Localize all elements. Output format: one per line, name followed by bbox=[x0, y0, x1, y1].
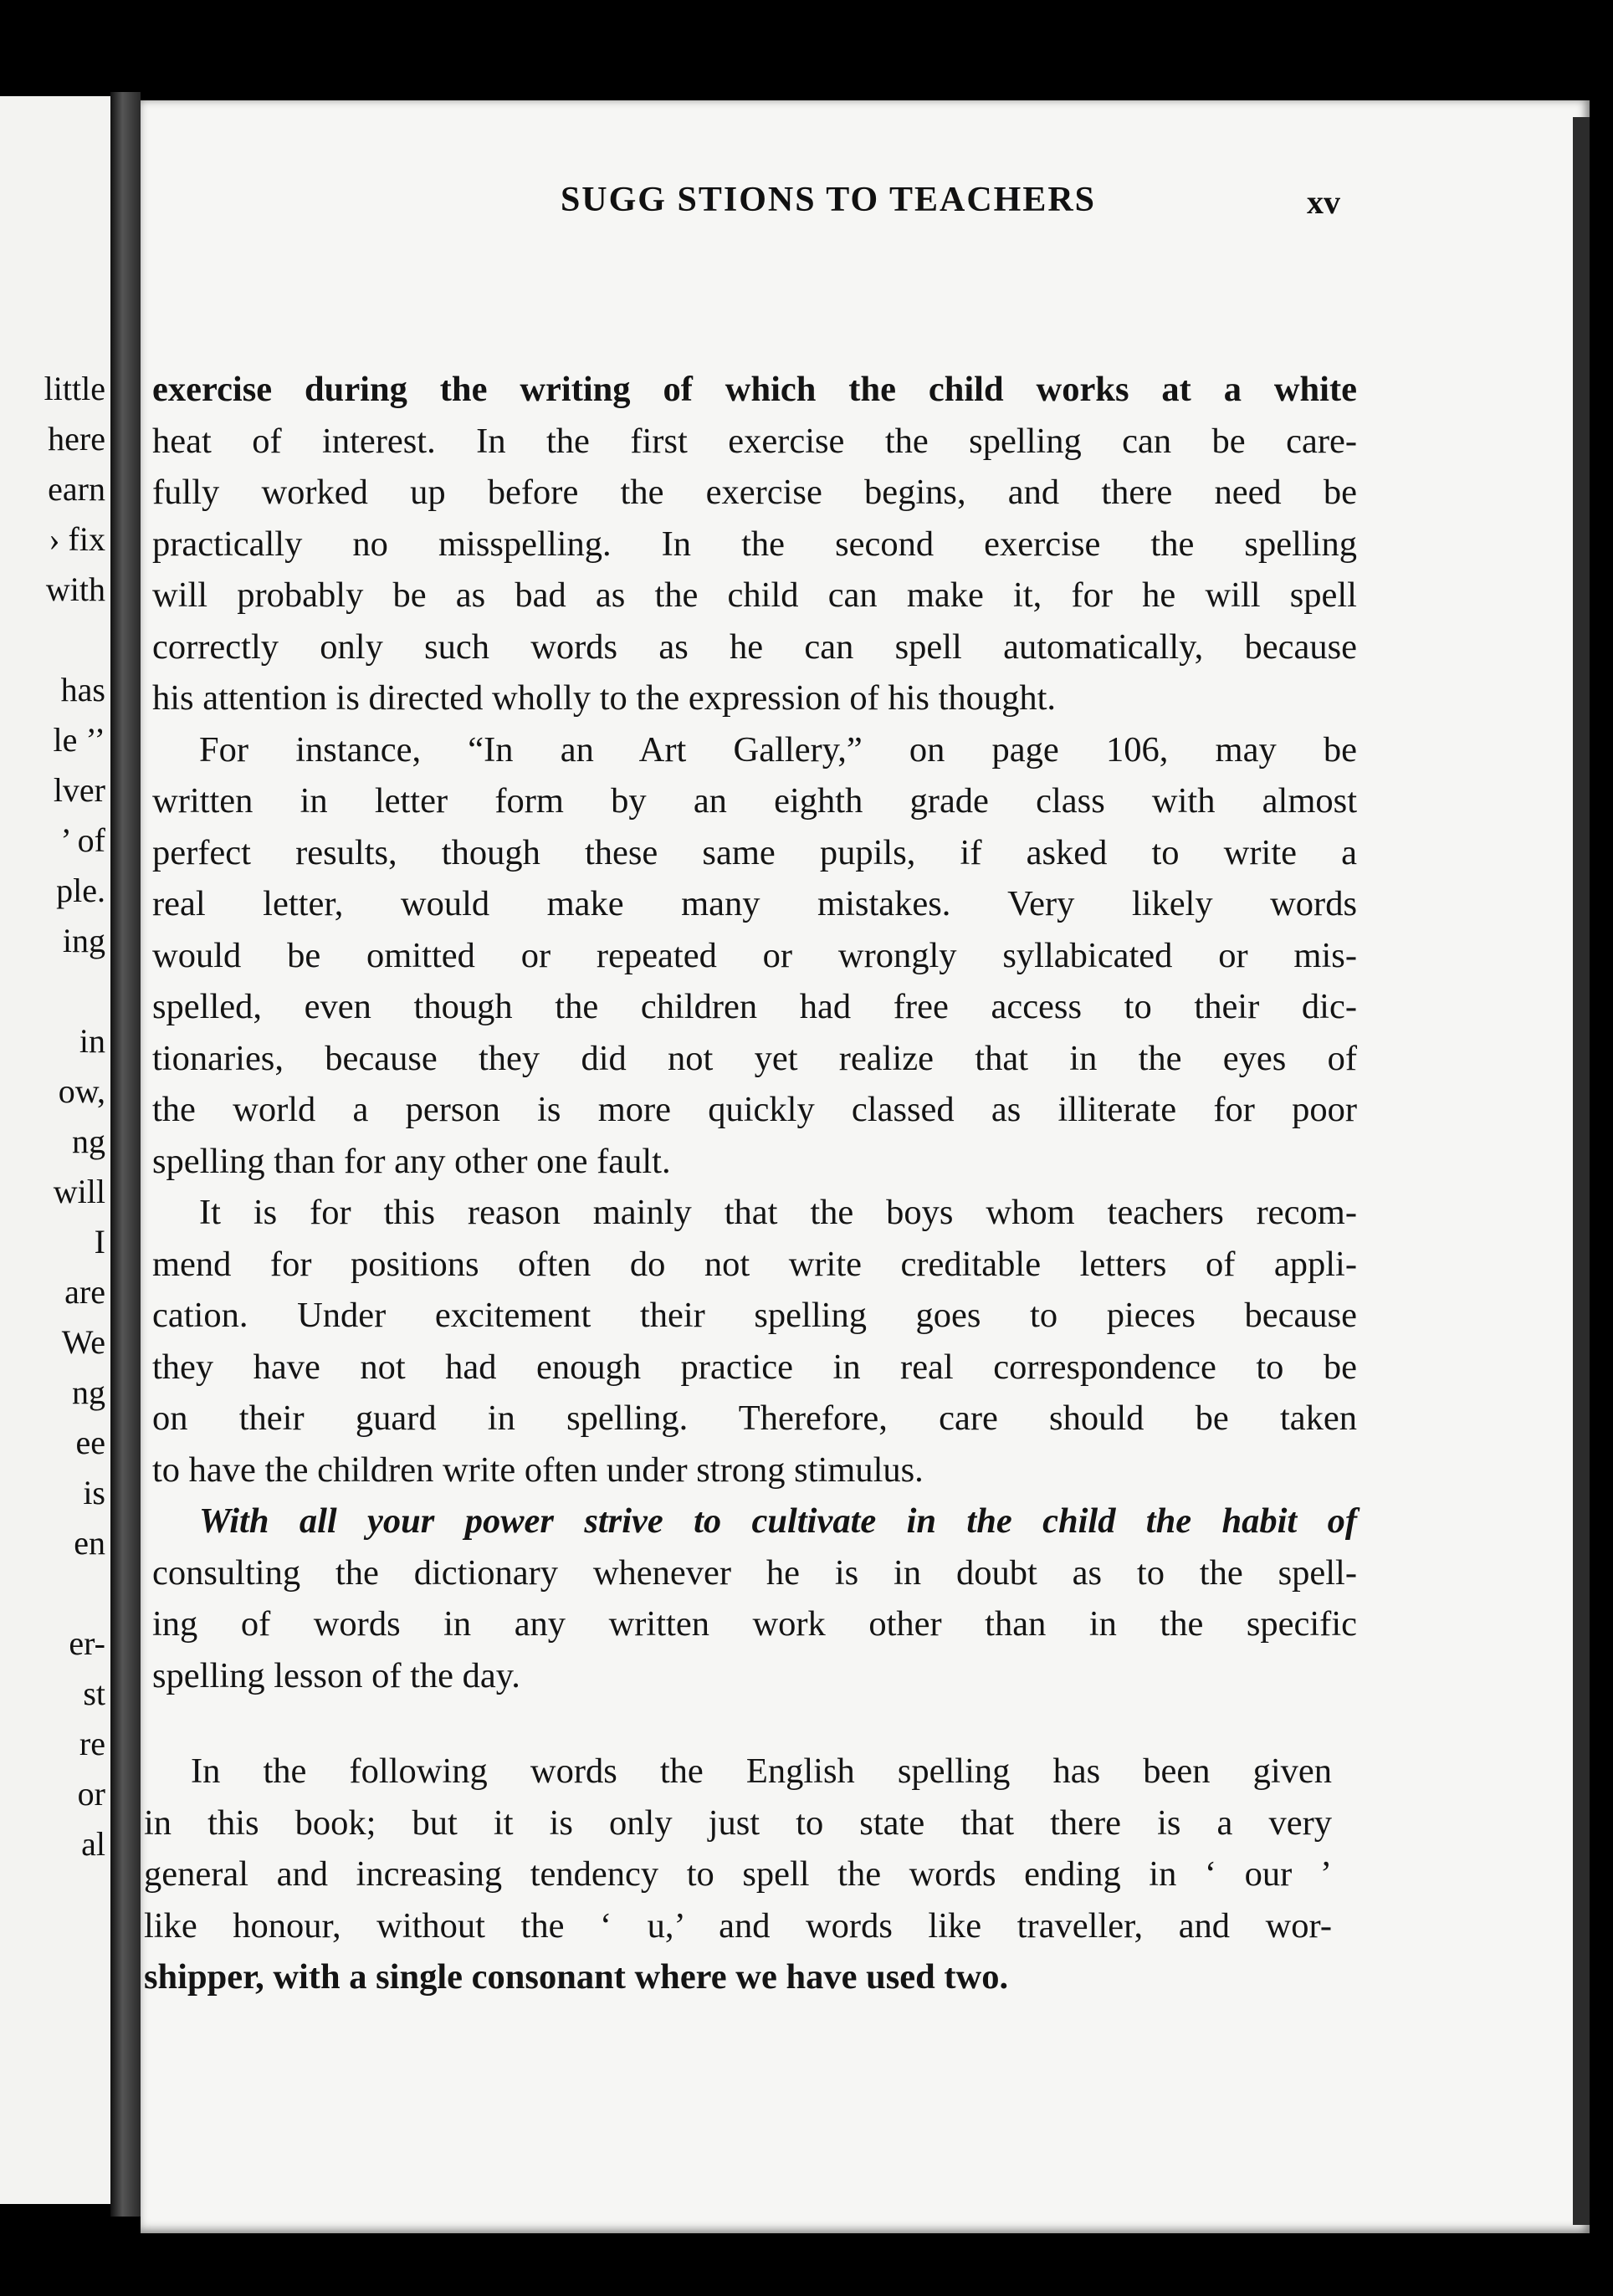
text-line: the world a person is more quickly classed as illiterate for poor bbox=[152, 1090, 1357, 1129]
text-line: cation. Under excitement their spelling goes to pieces because bbox=[152, 1296, 1357, 1335]
text-line: perfect results, though these same pupils, if asked to write a bbox=[152, 832, 1357, 872]
text-line: like honour, without the ‘ u,’ and words like traveller, and wor- bbox=[144, 1905, 1332, 1946]
text-line: will probably be as bad as the child can make it, for he will spell bbox=[152, 575, 1357, 615]
text-line: on their guard in spelling. Therefore, care should be taken bbox=[152, 1399, 1357, 1438]
text-line: mend for positions often do not write creditable letters of appli- bbox=[152, 1244, 1357, 1284]
text-line: spelling than for any other one fault. bbox=[152, 1141, 671, 1181]
facing-page-word: is bbox=[83, 1474, 105, 1511]
text-line: exercise during the writing of which the child works at a white bbox=[152, 370, 1357, 409]
facing-page-word: ’ of bbox=[60, 821, 105, 859]
text-line: In the following words the English spelling has been given bbox=[191, 1751, 1332, 1791]
text-line: ing of words in any written work other than in the specific bbox=[152, 1604, 1357, 1644]
text-line: shipper, with a single consonant where we have used two. bbox=[144, 1957, 1009, 1997]
book-gutter bbox=[110, 92, 141, 2217]
text-line: fully worked up before the exercise begins, and there need be bbox=[152, 473, 1357, 512]
facing-page-word: ple. bbox=[56, 872, 105, 909]
facing-page-word: with bbox=[45, 570, 105, 608]
facing-page-word: ing bbox=[62, 922, 105, 959]
facing-page-word: ng bbox=[72, 1373, 105, 1411]
facing-page-word: little bbox=[44, 370, 105, 407]
text-line-italic: With all your power strive to cultivate in the child the habit of bbox=[199, 1501, 1357, 1541]
text-line: spelled, even though the children had free access to their dic- bbox=[152, 987, 1357, 1026]
main-text-block bbox=[152, 364, 1357, 1701]
facing-page-fragment bbox=[0, 96, 110, 2204]
text-line: to have the children write often under strong stimulus. bbox=[152, 1450, 924, 1490]
text-line: would be omitted or repeated or wrongly syllabicated or mis- bbox=[152, 935, 1357, 975]
text-line: correctly only such words as he can spell automatically, because bbox=[152, 626, 1357, 667]
facing-page-word: st bbox=[83, 1675, 105, 1712]
facing-page-word: en bbox=[74, 1524, 105, 1562]
facing-page-word: or bbox=[77, 1775, 105, 1813]
text-line: consulting the dictionary whenever he is in doubt as to the spell- bbox=[152, 1552, 1357, 1593]
note-text-block bbox=[144, 1746, 1332, 2003]
text-line: heat of interest. In the first exercise the spelling can be care- bbox=[152, 421, 1357, 461]
text-line: his attention is directed wholly to the expression of his thought. bbox=[152, 678, 1057, 718]
text-line: written in letter form by an eighth grade class with almost bbox=[152, 781, 1357, 821]
text-line: It is for this reason mainly that the boys whom teachers recom- bbox=[199, 1193, 1357, 1232]
facing-page-word: le ’’ bbox=[53, 721, 105, 759]
running-head: SUGG STIONS TO TEACHERS bbox=[560, 181, 1097, 219]
facing-page-word: er- bbox=[69, 1624, 105, 1662]
facing-page-word: earn bbox=[48, 470, 105, 508]
facing-page-word: al bbox=[81, 1825, 105, 1863]
facing-page-word: here bbox=[48, 420, 105, 458]
facing-page-word: re bbox=[79, 1725, 105, 1762]
text-line: real letter, would make many mistakes. Very likely words bbox=[152, 884, 1357, 923]
facing-page-word: has bbox=[60, 671, 105, 708]
facing-page-word: We bbox=[61, 1323, 105, 1361]
text-line: in this book; but it is only just to state that there is a very bbox=[144, 1803, 1332, 1843]
facing-page-word: ee bbox=[75, 1424, 105, 1461]
facing-page-word: I bbox=[94, 1223, 105, 1260]
page-number: xv bbox=[1307, 183, 1340, 221]
facing-page-word: are bbox=[64, 1273, 105, 1311]
text-line: tionaries, because they did not yet realize that in the eyes of bbox=[152, 1038, 1357, 1078]
page-edge-shadow bbox=[1573, 117, 1590, 2225]
facing-page-word: ng bbox=[72, 1122, 105, 1160]
text-line: practically no misspelling. In the second exercise the spelling bbox=[152, 524, 1357, 564]
facing-page-word: in bbox=[79, 1022, 105, 1060]
facing-page-word: ow, bbox=[58, 1072, 105, 1110]
text-line: spelling lesson of the day. bbox=[152, 1655, 520, 1695]
text-line: For instance, “In an Art Gallery,” on page 106, may be bbox=[199, 729, 1357, 770]
facing-page-word: › fix bbox=[49, 520, 105, 558]
facing-page-word: lver bbox=[53, 771, 105, 809]
facing-page-word: will bbox=[53, 1173, 105, 1210]
text-line: they have not had enough practice in real correspondence to be bbox=[152, 1347, 1357, 1387]
text-line: general and increasing tendency to spell the words ending in ‘ our ’ bbox=[144, 1854, 1332, 1894]
